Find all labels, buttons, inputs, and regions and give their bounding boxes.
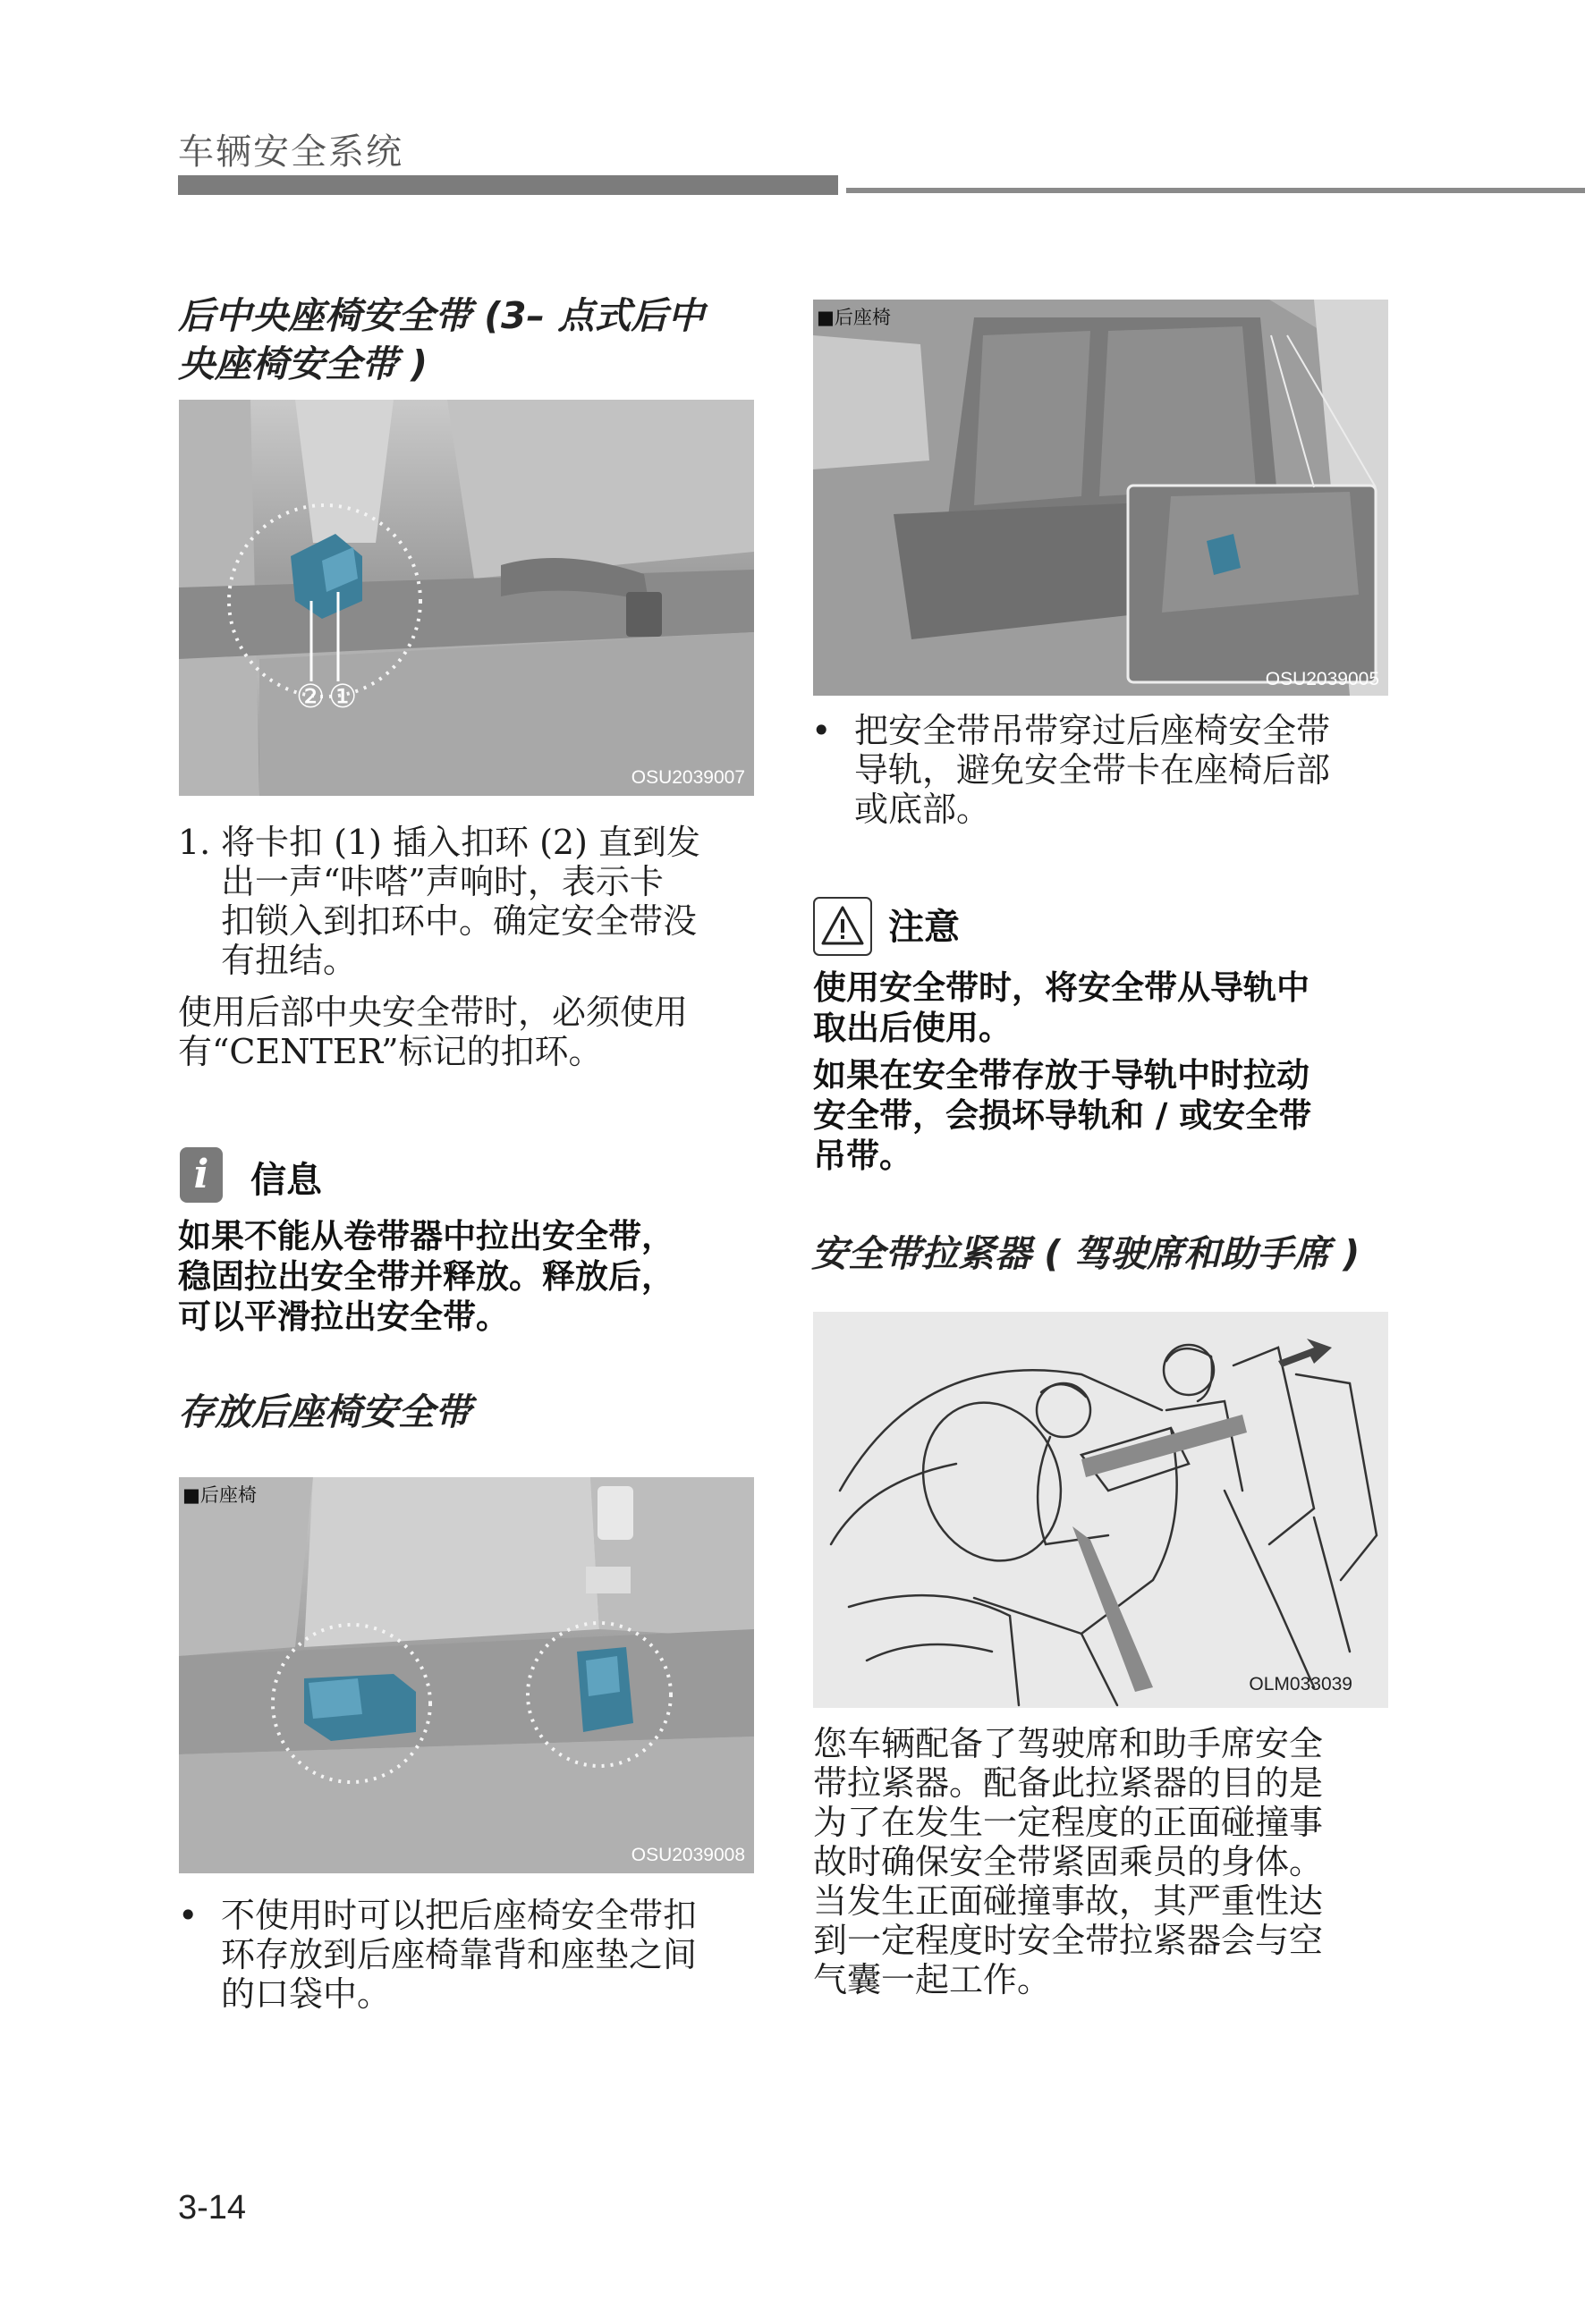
paragraph-line: 到一定程度时安全带拉紧器会与空 (813, 1921, 1324, 1960)
bullet-line: 不使用时可以把后座椅安全带扣 (221, 1896, 698, 1935)
step-line: 有扭结。 (221, 941, 358, 980)
bullet-line: 环存放到后座椅靠背和座垫之间 (221, 1935, 698, 1974)
paragraph-line: 您车辆配备了驾驶席和助手席安全 (813, 1724, 1324, 1763)
bullet-guide (811, 711, 1393, 829)
figure-tag: ■后座椅 (817, 307, 891, 328)
info-title: 信息 (250, 1160, 322, 1201)
step-1 (178, 823, 759, 980)
figure-stored-buckles-illustration (179, 1477, 754, 1873)
caution-para-1 (813, 968, 1403, 1048)
callout-1: ① (328, 679, 358, 715)
bullet-dot: • (811, 711, 832, 750)
paragraph-line: 为了在发生一定程度的正面碰撞事 (813, 1803, 1324, 1842)
figure-tag: ■后座椅 (182, 1484, 257, 1506)
caution-line: 安全带，会损坏导轨和 / 或安全带 (813, 1096, 1312, 1135)
info-line: 稳固拉出安全带并释放。释放后， (178, 1257, 674, 1296)
figure-center-buckle-illustration (179, 400, 754, 796)
pretensioner-paragraph (813, 1724, 1403, 1999)
caution-para-2 (813, 1055, 1403, 1176)
figure-code: OSU2039008 (631, 1845, 745, 1865)
figure-pretensioner-illustration (813, 1312, 1388, 1708)
figure-code: OSU2039007 (631, 767, 745, 788)
figure-pretensioner (813, 1312, 1388, 1708)
caution-title: 注意 (888, 907, 960, 948)
paragraph-line: 当发生正面碰撞事故，其严重性达 (813, 1881, 1324, 1921)
header-bar-light (846, 188, 1585, 193)
paragraph-line: 故时确保安全带紧固乘员的身体。 (813, 1842, 1324, 1881)
info-line: 如果不能从卷带器中拉出安全带， (178, 1217, 674, 1255)
heading-pretensioner: 安全带拉紧器 ( 驾驶席和助手席 ) (811, 1232, 1360, 1275)
step-number: 1. (178, 823, 211, 862)
step-line: 将卡扣 (1) 插入扣环 (2) 直到发 (221, 823, 700, 862)
header-bar-dark (178, 175, 838, 195)
callout-2: ② (296, 679, 326, 715)
heading-line: 央座椅安全带 ) (178, 342, 428, 385)
bullet-line: 的口袋中。 (221, 1974, 392, 2014)
info-line: 可以平滑拉出安全带。 (178, 1297, 509, 1336)
caution-line: 取出后使用。 (813, 1009, 1012, 1047)
paragraph-line: 气囊一起工作。 (813, 1960, 1052, 1999)
caution-line: 使用安全带时，将安全带从导轨中 (813, 968, 1310, 1007)
header-section-title: 车辆安全系统 (178, 131, 403, 173)
heading-line: 后中央座椅安全带 (3– 点式后中 (178, 294, 705, 337)
page-number: 3-14 (178, 2189, 247, 2227)
bullet-dot: • (178, 1896, 199, 1935)
figure-rear-seat-guide-illustration (813, 300, 1388, 696)
info-icon: i (180, 1147, 223, 1203)
heading-store-rear-belt: 存放后座椅安全带 (178, 1390, 471, 1433)
step-line: 出一声“咔嗒”声响时，表示卡 (221, 862, 664, 901)
figure-code: OLM033039 (1249, 1674, 1352, 1694)
info-body (178, 1216, 768, 1337)
center-note (178, 993, 759, 1071)
note-line: 有“CENTER”标记的扣环。 (178, 1032, 603, 1071)
bullet-line: 导轨，避免安全带卡在座椅后部 (854, 750, 1331, 790)
figure-stored-buckles (179, 1477, 754, 1873)
bullet-line: 把安全带吊带穿过后座椅安全带 (854, 711, 1331, 750)
figure-code: OSU2039005 (1265, 669, 1379, 689)
caution-icon (813, 897, 872, 956)
caution-line: 吊带。 (813, 1137, 912, 1175)
step-line: 扣锁入到扣环中。确定安全带没 (221, 901, 698, 941)
figure-center-buckle (179, 400, 754, 796)
paragraph-line: 带拉紧器。配备此拉紧器的目的是 (813, 1763, 1324, 1803)
caution-line: 如果在安全带存放于导轨中时拉动 (813, 1056, 1310, 1094)
heading-rear-center-belt (178, 292, 750, 388)
bullet-line: 或底部。 (854, 790, 991, 829)
figure-rear-seat-guide (813, 300, 1388, 696)
bullet-store (178, 1896, 759, 2014)
note-line: 使用后部中央安全带时，必须使用 (178, 993, 689, 1032)
